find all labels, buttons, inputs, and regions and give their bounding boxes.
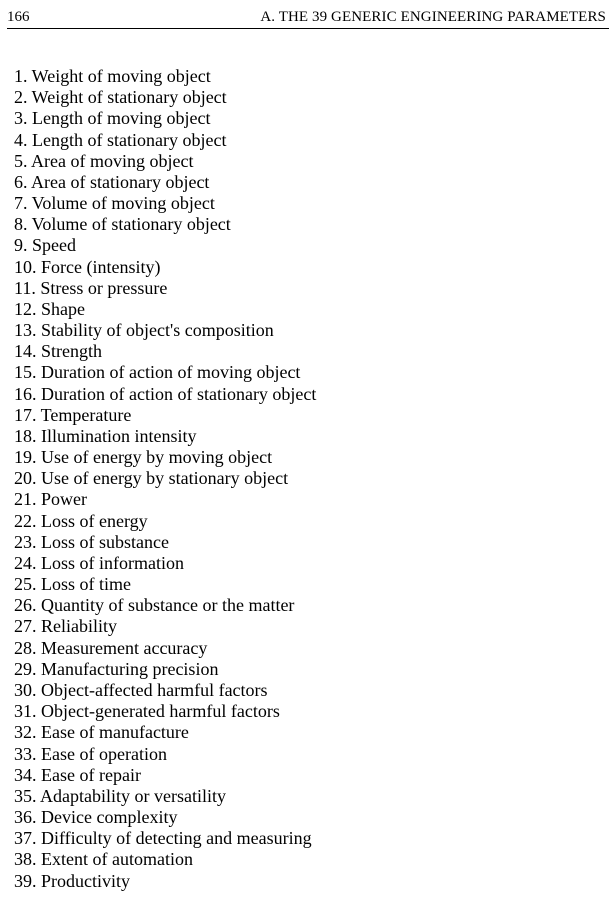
parameter-item: 10. Force (intensity) <box>14 256 161 277</box>
parameter-item: 4. Length of stationary object <box>14 129 227 150</box>
running-title: A. THE 39 GENERIC ENGINEERING PARAMETERS <box>260 9 606 25</box>
parameter-item: 18. Illumination intensity <box>14 425 197 446</box>
parameter-item: 26. Quantity of substance or the matter <box>14 595 295 616</box>
parameter-item: 32. Ease of manufacture <box>14 722 189 743</box>
parameter-item: 21. Power <box>14 489 87 510</box>
parameter-item: 15. Duration of action of moving object <box>14 362 301 383</box>
parameter-item: 1. Weight of moving object <box>14 66 211 86</box>
parameter-item: 2. Weight of stationary object <box>14 87 227 108</box>
parameter-item: 19. Use of energy by moving object <box>14 447 273 468</box>
parameter-item: 39. Productivity <box>14 870 130 891</box>
parameter-item: 27. Reliability <box>14 616 117 637</box>
parameter-item: 14. Strength <box>14 341 102 362</box>
parameter-list <box>14 66 316 892</box>
parameter-item: 12. Shape <box>14 298 85 319</box>
parameter-item: 23. Loss of substance <box>14 531 169 552</box>
parameter-item: 37. Difficulty of detecting and measuring <box>14 828 312 849</box>
page-number: 166 <box>7 9 30 25</box>
parameter-item: 38. Extent of automation <box>14 849 193 870</box>
parameter-item: 8. Volume of stationary object <box>14 214 231 235</box>
parameter-item: 31. Object-generated harmful factors <box>14 701 280 722</box>
parameter-item: 16. Duration of action of stationary object <box>14 383 317 404</box>
parameter-item: 35. Adaptability or versatility <box>14 785 226 806</box>
parameter-item: 25. Loss of time <box>14 574 131 595</box>
parameter-item: 29. Manufacturing precision <box>14 658 219 679</box>
parameter-item: 5. Area of moving object <box>14 150 194 171</box>
parameter-item: 30. Object-affected harmful factors <box>14 679 268 700</box>
parameter-item: 24. Loss of information <box>14 552 184 573</box>
parameter-item: 36. Device complexity <box>14 807 178 828</box>
parameter-item: 11. Stress or pressure <box>14 277 168 298</box>
parameter-item: 6. Area of stationary object <box>14 171 210 192</box>
page-header <box>7 6 609 29</box>
parameter-item: 3. Length of moving object <box>14 108 211 129</box>
parameter-item: 28. Measurement accuracy <box>14 637 208 658</box>
parameter-item: 33. Ease of operation <box>14 743 167 764</box>
parameter-item: 17. Temperature <box>14 404 132 425</box>
parameter-item: 34. Ease of repair <box>14 764 141 785</box>
parameter-item: 22. Loss of energy <box>14 510 148 531</box>
parameter-item: 7. Volume of moving object <box>14 193 215 214</box>
parameter-item: 13. Stability of object's composition <box>14 320 274 341</box>
parameter-item: 9. Speed <box>14 235 76 256</box>
parameter-item: 20. Use of energy by stationary object <box>14 468 289 489</box>
